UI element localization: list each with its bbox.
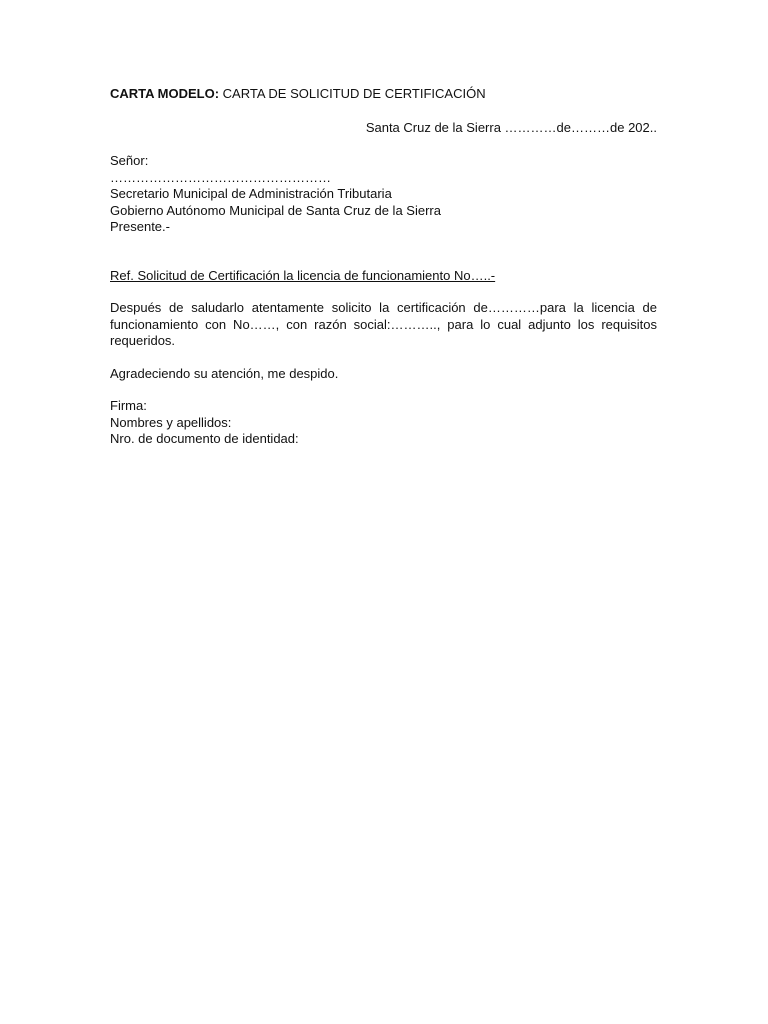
closing-line: Agradeciendo su atención, me despido. <box>110 365 339 381</box>
body-paragraph: Después de saludarlo atentamente solicito la certificación de…………para la licencia de funcionamiento con No……, con razón social:……….., para lo cual adjunto los requisitos requeridos. <box>110 300 657 348</box>
recipient-institution: Gobierno Autónomo Municipal de Santa Cruz de la Sierra <box>110 202 441 218</box>
letter-title <box>110 86 657 103</box>
recipient-position: Secretario Municipal de Administración Tributaria <box>110 186 392 201</box>
recipient-block <box>110 153 657 236</box>
signature-documento: Nro. de documento de identidad: <box>110 431 299 446</box>
presente-line: Presente.- <box>110 219 170 234</box>
recipient-name-blank: …………………………………………… <box>110 169 331 185</box>
signature-firma: Firma: <box>110 398 147 413</box>
date-line: Santa Cruz de la Sierra …………de………de 202.. <box>365 119 657 135</box>
salutation: Señor: <box>110 153 149 168</box>
signature-block <box>110 398 657 448</box>
signature-nombres: Nombres y apellidos: <box>110 414 232 430</box>
letter-content <box>110 86 657 448</box>
title-label: CARTA MODELO: <box>110 86 220 101</box>
reference-line: Ref. Solicitud de Certificación la licencia de funcionamiento No…..- <box>110 267 496 283</box>
title-text: CARTA DE SOLICITUD DE CERTIFICACIÓN <box>219 86 486 101</box>
